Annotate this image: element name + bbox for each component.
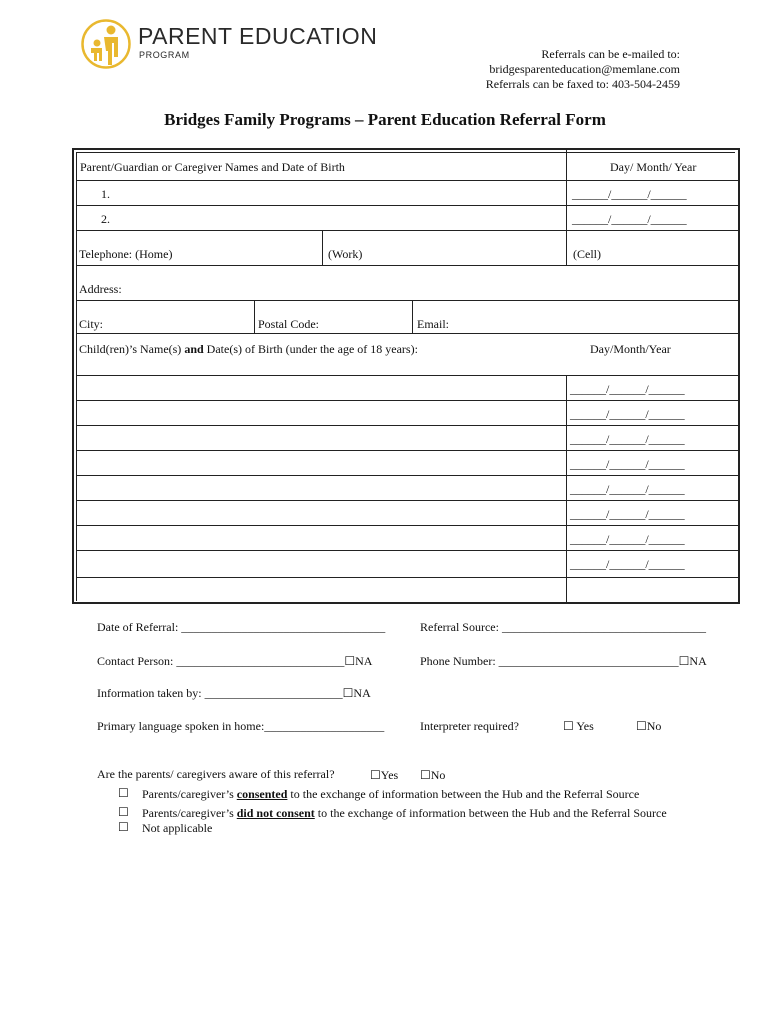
interpreter-label: Interpreter required?: [420, 719, 519, 733]
parent-names-heading: Parent/Guardian or Caregiver Names and Date of Birth: [80, 160, 345, 174]
child-5-dob-field[interactable]: ______/______/______: [570, 482, 685, 496]
referral-source-field[interactable]: Referral Source: __________________________________: [420, 620, 706, 634]
checkbox-icon[interactable]: ☐: [344, 654, 356, 668]
form-title: Bridges Family Programs – Parent Education Referral Form: [164, 110, 606, 129]
awareness-question: Are the parents/ caregivers aware of this referral?: [97, 767, 335, 781]
primary-language-field[interactable]: Primary language spoken in home:____________________: [97, 719, 385, 733]
child-1-dob-field[interactable]: ______/______/______: [570, 382, 685, 396]
children-dob-heading: Day/Month/Year: [590, 342, 671, 356]
awareness-yes-option[interactable]: ☐Yes: [370, 768, 399, 782]
child-8-dob-field[interactable]: ______/______/______: [570, 557, 685, 571]
telephone-home-field[interactable]: Telephone: (Home): [79, 247, 173, 261]
parent-2-dob-field[interactable]: ______/______/______: [572, 212, 687, 226]
logo-title: PARENT EDUCATION: [138, 23, 378, 49]
address-field[interactable]: Address:: [79, 282, 122, 296]
logo-subtitle: PROGRAM: [139, 50, 190, 60]
interpreter-no-option[interactable]: ☐No: [636, 719, 662, 733]
email-field[interactable]: Email:: [417, 317, 449, 331]
not-consented-checkbox-icon[interactable]: ☐: [118, 805, 129, 819]
not-applicable-checkbox-icon[interactable]: ☐: [118, 820, 129, 834]
child-6-dob-field[interactable]: ______/______/______: [570, 507, 685, 521]
not-applicable-option-label: Not applicable: [142, 821, 213, 835]
checkbox-icon[interactable]: ☐: [678, 654, 690, 668]
checkbox-icon[interactable]: ☐: [420, 768, 431, 782]
contact-fax: Referrals can be faxed to: 403-504-2459: [485, 77, 680, 91]
contact-email: bridgesparenteducation@memlane.com: [489, 62, 680, 76]
parent-2-name-field[interactable]: [120, 207, 560, 229]
program-logo: [80, 18, 380, 70]
child-4-dob-field[interactable]: ______/______/______: [570, 457, 685, 471]
child-7-dob-field[interactable]: ______/______/______: [570, 532, 685, 546]
city-field[interactable]: City:: [79, 317, 104, 331]
telephone-work-field[interactable]: (Work): [328, 247, 363, 261]
checkbox-icon[interactable]: ☐: [342, 686, 354, 700]
checkbox-icon[interactable]: ☐: [370, 768, 381, 782]
parent-1-name-field[interactable]: [120, 182, 560, 204]
parent-dob-heading: Day/ Month/ Year: [610, 160, 697, 174]
referral-contact-info: [486, 47, 680, 92]
phone-number-field[interactable]: Phone Number: ______________________________☐NA: [420, 654, 707, 668]
interpreter-yes-option[interactable]: ☐ Yes: [563, 719, 594, 733]
child-3-dob-field[interactable]: ______/______/______: [570, 432, 685, 446]
consented-checkbox-icon[interactable]: ☐: [118, 786, 129, 800]
checkbox-icon[interactable]: ☐: [636, 719, 647, 733]
awareness-no-option[interactable]: ☐No: [420, 768, 446, 782]
child-2-dob-field[interactable]: ______/______/______: [570, 407, 685, 421]
parent-row-number: 2.: [101, 212, 110, 226]
date-of-referral-field[interactable]: Date of Referral: __________________________________: [97, 620, 386, 634]
parent-row-number: 1.: [101, 187, 110, 201]
family-logo-icon: [80, 18, 132, 70]
telephone-cell-field[interactable]: (Cell): [573, 247, 601, 261]
information-taken-by-field[interactable]: Information taken by: _______________________☐NA: [97, 686, 371, 700]
checkbox-icon[interactable]: ☐: [563, 719, 574, 733]
contact-line: Referrals can be e-mailed to:: [541, 47, 680, 61]
postal-code-field[interactable]: Postal Code:: [258, 317, 320, 331]
children-heading: Child(ren)’s Name(s) and Date(s) of Birth (under the age of 18 years):: [79, 342, 418, 356]
parent-1-dob-field[interactable]: ______/______/______: [572, 187, 687, 201]
not-consented-option-label: Parents/caregiver’s did not consent to the exchange of information between the Hub and the Referral Source: [142, 806, 667, 820]
consented-option-label: Parents/caregiver’s consented to the exchange of information between the Hub and the Referral Source: [142, 787, 640, 801]
contact-person-field[interactable]: Contact Person: ____________________________☐NA: [97, 654, 373, 668]
